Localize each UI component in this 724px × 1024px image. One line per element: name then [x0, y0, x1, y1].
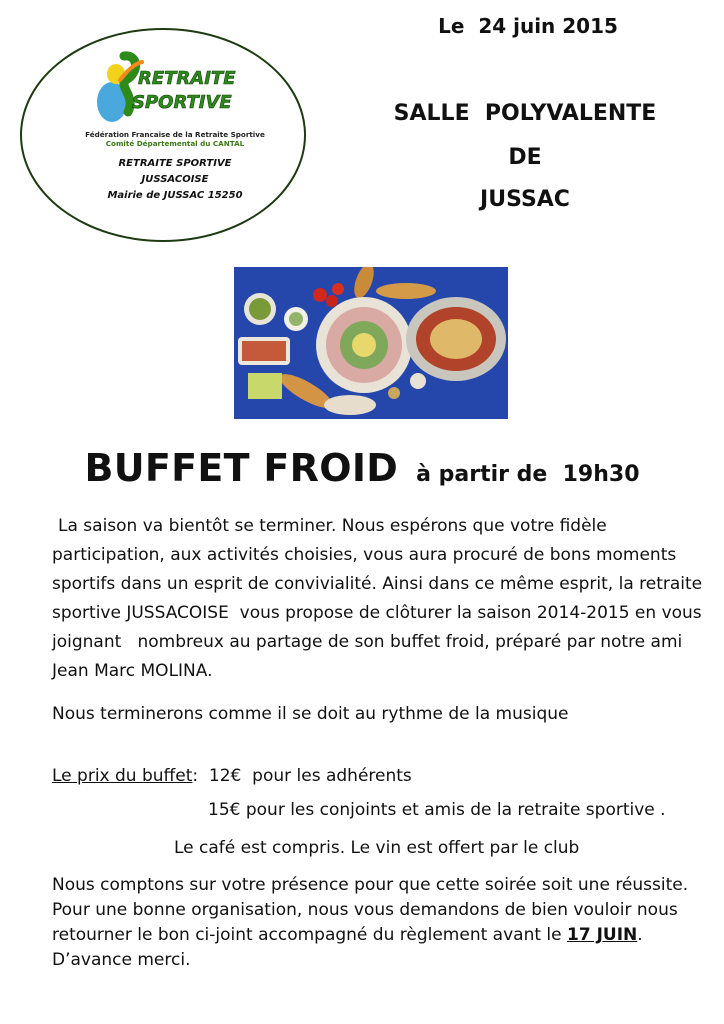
venue-line-3: JUSSAC	[480, 187, 570, 212]
price-members: : 12€ pour les adhérents	[192, 766, 412, 786]
venue-line-2: DE	[508, 145, 542, 170]
closing-paragraph	[52, 873, 712, 973]
price-label: Le prix du buffet	[52, 766, 193, 786]
logo-brand-line-1: RETRAITE	[138, 68, 236, 89]
venue-line-1: SALLE POLYVALENTE	[393, 101, 657, 126]
retraite-sportive-logo	[94, 50, 244, 130]
logo-comite: Comité Départemental du CANTAL	[105, 139, 245, 148]
logo-club-name: RETRAITE SPORTIVE	[118, 158, 232, 169]
logo-club-city: JUSSACOISE	[141, 174, 209, 185]
coffee-wine-note: Le café est compris. Le vin est offert par le club	[174, 838, 580, 858]
logo-brand-line-2: SPORTIVE	[132, 92, 232, 113]
closing-thanks: . D’avance merci.	[52, 925, 643, 970]
closing-text: Nous comptons sur votre présence pour que cette soirée soit une réussite. Pour une bonne organisation, nous vous demandons de bien vouloir nous retourner le bon ci-joint accompagné du règlement avant le	[52, 875, 689, 945]
buffet-photo	[234, 267, 508, 419]
music-line: Nous terminerons comme il se doit au rythme de la musique	[52, 704, 569, 724]
event-title-row	[0, 446, 724, 490]
intro-paragraph: La saison va bientôt se terminer. Nous espérons que votre fidèle participation, aux activités choisies, vous aura procuré de bons moments sportifs dans un esprit de convivialité. Ainsi dans ce même esprit, la retraite sportive JUSSACOISE vous propose de clôturer la saison 2014-2015 en vous joignant nombreux au partage de son buffet froid, préparé par notre ami Jean Marc MOLINA.	[52, 516, 708, 681]
logo-club-address: Mairie de JUSSAC 15250	[107, 190, 243, 201]
price-row	[52, 762, 712, 791]
price-guests: 15€ pour les conjoints et amis de la retraite sportive .	[208, 800, 666, 820]
event-title: BUFFET FROID	[84, 446, 399, 490]
logo-federation: Fédération Francaise de la Retraite Sportive	[85, 130, 265, 139]
registration-deadline: 17 JUIN	[567, 925, 638, 945]
event-start-time: à partir de 19h30	[416, 462, 640, 487]
event-date: Le 24 juin 2015	[438, 14, 618, 38]
